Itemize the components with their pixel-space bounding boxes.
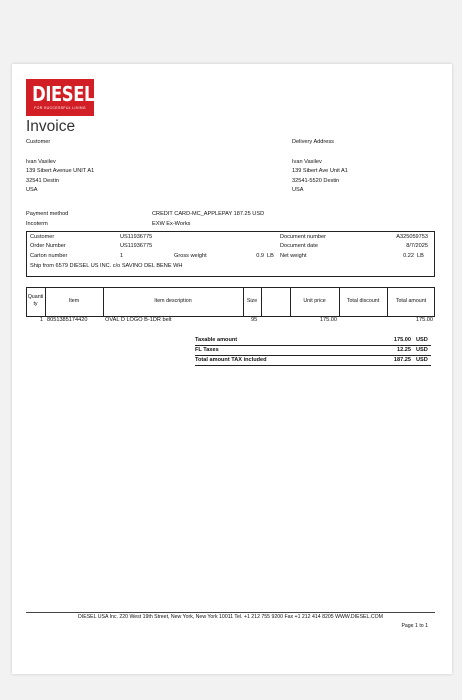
- payment-method-value: CREDIT CARD-MC_APPLEPAY 187.25 USD: [152, 211, 265, 217]
- taxable-currency: USD: [416, 337, 428, 343]
- header-size: Size: [246, 298, 258, 304]
- page-number: Page 1 to 1: [401, 623, 428, 629]
- totals-divider: [195, 355, 431, 356]
- delivery-street: 139 Sibert Ave Unit A1: [292, 168, 348, 174]
- payment-method-label: Payment method: [26, 211, 69, 217]
- invoice-page: [12, 64, 452, 674]
- taxable-label: Taxable amount: [195, 337, 238, 343]
- document-number-value: A325059753: [396, 234, 428, 240]
- header-unit-price: Unit price: [303, 298, 326, 304]
- net-weight-unit: LB: [417, 253, 424, 259]
- total-label: Total amount TAX included: [195, 357, 267, 363]
- incoterm-label: Incoterm: [26, 221, 48, 227]
- header-total-amount: Total amount: [395, 298, 427, 304]
- carton-number-value: 1: [120, 253, 124, 259]
- customer-city: 32541 Destin: [26, 178, 59, 184]
- tax-value: 12.25: [397, 347, 411, 353]
- gross-weight-label: Gross weight: [174, 253, 207, 259]
- col-divider: [261, 287, 262, 317]
- info-customer-label: Customer: [30, 234, 55, 240]
- info-customer-value: US11936775: [120, 234, 153, 240]
- gross-weight-value: 0.9: [256, 253, 264, 259]
- delivery-heading: Delivery Address: [292, 139, 334, 145]
- totals-divider: [195, 345, 431, 346]
- header-item: Item: [68, 298, 80, 304]
- footer-address: DIESEL USA Inc. 220 West 19th Street, New York, New York 10011 Tel. +1 212 755 9200 Fax +1 212 414 8205 WWW.DIESEL.COM: [78, 614, 383, 620]
- row-description: OVAL D LOGO B-1DR belt: [105, 317, 172, 323]
- document-date-label: Document date: [280, 243, 318, 249]
- footer-divider: [26, 612, 435, 613]
- header-total-discount: Total discount: [346, 298, 380, 304]
- diesel-logo: [26, 79, 94, 116]
- ship-from: Ship from 6579 DIESEL US INC. c/o SAVINO DEL BENE WH: [30, 263, 183, 269]
- row-size: 95: [251, 317, 258, 323]
- row-unit-price: 175.00: [319, 317, 337, 323]
- net-weight-value: 0.22: [403, 253, 414, 259]
- carton-number-label: Carton number: [30, 253, 68, 259]
- net-weight-label: Net weight: [280, 253, 307, 259]
- gross-weight-unit: LB: [267, 253, 274, 259]
- page-title: Invoice: [26, 118, 76, 135]
- row-total-amount: 175.00: [415, 317, 433, 323]
- order-number-label: Order Number: [30, 243, 66, 249]
- tax-currency: USD: [416, 347, 428, 353]
- customer-name: Ivan Vasilev: [26, 159, 56, 165]
- logo-text: DIESEL: [32, 82, 95, 106]
- row-quantity: 1: [39, 317, 43, 323]
- taxable-value: 175.00: [393, 337, 411, 343]
- header-quantity-2: ty: [33, 301, 38, 307]
- delivery-name: Ivan Vasilev: [292, 159, 322, 165]
- incoterm-value: EXW Ex-Works: [152, 221, 191, 227]
- document-number-label: Document number: [280, 234, 327, 240]
- delivery-city: 32541-5520 Destin: [292, 178, 340, 184]
- logo-tagline: FOR SUCCESSFUL LIVING: [34, 106, 86, 110]
- document-date-value: 8/7/2025: [406, 243, 428, 249]
- header-quantity-1: Quanti: [27, 294, 44, 300]
- tax-label: FL Taxes: [195, 347, 219, 353]
- total-currency: USD: [416, 357, 428, 363]
- header-description: Item description: [154, 298, 192, 304]
- customer-country: USA: [26, 187, 38, 193]
- totals-divider: [195, 365, 431, 366]
- customer-heading: Customer: [26, 139, 51, 145]
- customer-street: 139 Sibert Avenue UNIT A1: [26, 168, 95, 174]
- total-value: 187.25: [393, 357, 411, 363]
- order-number-value: US11936775: [120, 243, 153, 249]
- row-item: 8051385174420: [47, 317, 88, 323]
- delivery-country: USA: [292, 187, 304, 193]
